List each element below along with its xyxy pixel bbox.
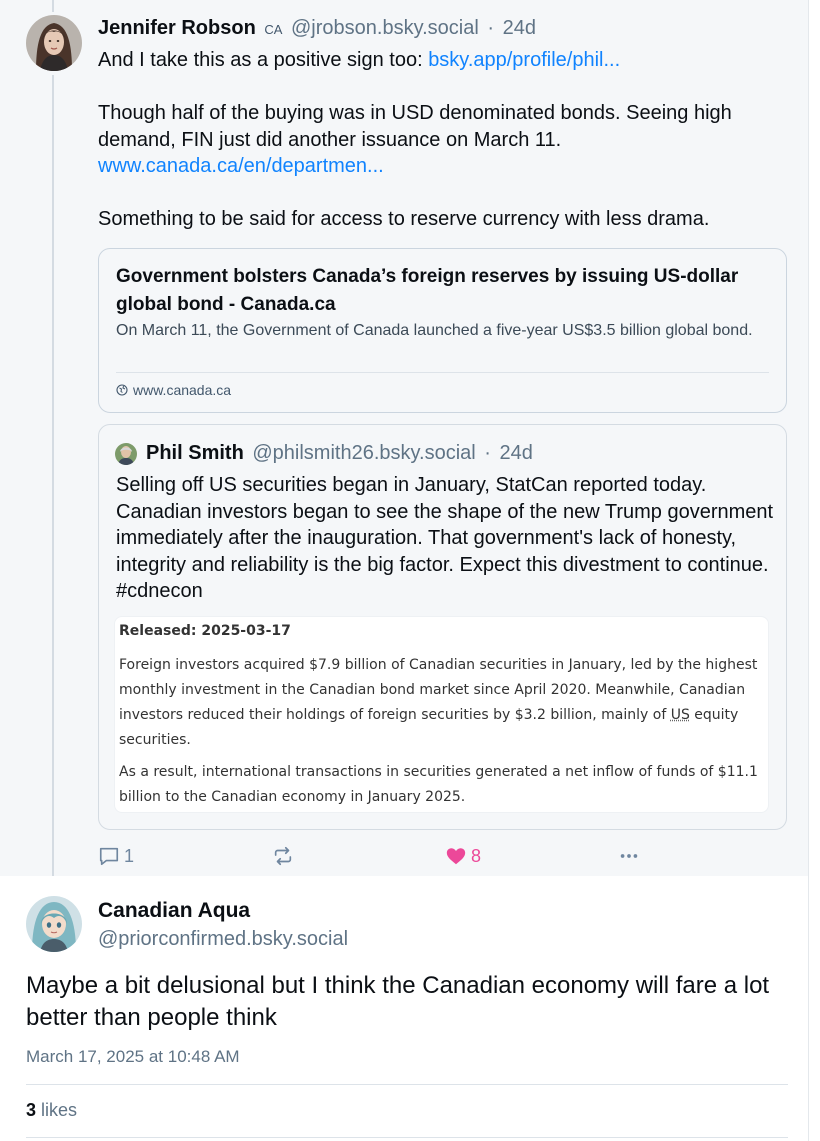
- post-timestamp: March 17, 2025 at 10:48 AM: [26, 1047, 240, 1066]
- post-age[interactable]: 24d: [502, 17, 536, 39]
- ellipsis-icon: [618, 845, 640, 867]
- divider: [26, 1084, 788, 1085]
- header-dot: ·: [484, 442, 491, 464]
- thread-line-top: [52, 0, 54, 12]
- release-text-part-1: Foreign investors acquired $7.9 billion of Canadian securities in January, led by the highest monthly investment in the Canadian bond market since April 2020. Meanwhile, Canadian investors reduced their holdings of foreign securities by $3.2 billion, mainly of: [119, 657, 758, 723]
- reply-count: 1: [124, 845, 135, 866]
- link-card-domain: www.canada.ca: [133, 382, 232, 398]
- likes-count: 3: [26, 1100, 37, 1120]
- repost-icon: [272, 845, 294, 867]
- repost-button[interactable]: [272, 842, 298, 870]
- link-card-divider: [116, 372, 769, 373]
- author-flag: CA: [264, 22, 283, 37]
- post-paragraph-3: Something to be said for access to reserve currency with less drama.: [98, 208, 710, 230]
- paragraph-gap: [98, 180, 788, 207]
- quote-image[interactable]: [114, 616, 769, 813]
- avatar-image: [115, 443, 137, 465]
- more-options-button[interactable]: [618, 842, 640, 870]
- focused-author-avatar[interactable]: [26, 896, 82, 952]
- post-link-2[interactable]: www.canada.ca/en/departmen...: [98, 155, 384, 177]
- post-link-1[interactable]: bsky.app/profile/phil...: [428, 49, 621, 71]
- link-card-description: On March 11, the Government of Canada launched a five-year US$3.5 billion global bond.: [116, 322, 753, 339]
- quote-header: [146, 442, 533, 465]
- post-actions: [98, 842, 658, 870]
- author-avatar[interactable]: [26, 15, 82, 71]
- link-card-title: Government bolsters Canada’s foreign reserves by issuing US-dollar global bond - Canada.ca: [116, 266, 739, 315]
- author-name[interactable]: Jennifer Robson: [98, 17, 256, 39]
- quote-author-handle[interactable]: @philsmith26.bsky.social: [252, 442, 476, 464]
- focused-author-handle[interactable]: @priorconfirmed.bsky.social: [98, 928, 349, 950]
- quote-age: 24d: [499, 442, 533, 464]
- focused-post-text: Maybe a bit delusional but I think the Canadian economy will fare a lot better than people think: [26, 972, 770, 1031]
- thread-line: [52, 75, 54, 876]
- reply-icon: [98, 845, 120, 867]
- post-paragraph-1: [98, 47, 788, 74]
- likes-label: likes: [36, 1100, 78, 1120]
- release-text-part-2: equity securities.: [119, 707, 739, 748]
- reply-button[interactable]: [98, 842, 134, 870]
- like-button[interactable]: [445, 842, 481, 870]
- post-line-1: And I take this as a positive sign too:: [98, 49, 429, 71]
- header-dot: ·: [487, 17, 495, 39]
- post-paragraph-2: [98, 100, 788, 180]
- heart-icon: [445, 845, 467, 867]
- like-count: 8: [471, 845, 482, 866]
- divider: [26, 1137, 788, 1138]
- author-handle[interactable]: @jrobson.bsky.social: [290, 17, 479, 39]
- link-card-domain-row: [116, 382, 231, 398]
- paragraph-gap: [98, 74, 788, 101]
- release-abbr: US: [670, 707, 690, 723]
- quote-author-name[interactable]: Phil Smith: [146, 442, 244, 464]
- quote-post[interactable]: [98, 424, 787, 830]
- quote-author-avatar[interactable]: [115, 443, 137, 465]
- focused-author-name[interactable]: Canadian Aqua: [98, 899, 251, 922]
- avatar-image: [26, 15, 82, 71]
- link-card[interactable]: [98, 248, 787, 413]
- post-header: [98, 17, 536, 40]
- release-paragraph-2: As a result, international transactions in securities generated a net inflow of funds of $11.1 billion to the Canadian economy in January 2025.: [119, 764, 758, 805]
- globe-icon: [116, 384, 128, 396]
- release-paragraph-1: [119, 653, 764, 753]
- post-text: [98, 47, 788, 233]
- release-title: Released: 2025-03-17: [119, 623, 291, 639]
- avatar-image: [26, 896, 82, 952]
- quote-text: Selling off US securities began in January, StatCan reported today. Canadian investors began to see the shape of the new Trump government immediately after the inauguration. That government's lack of honesty, integrity and reliability is the big factor. Expect this divestment to continue. #cdnecon: [116, 474, 774, 602]
- likes-link[interactable]: [26, 1100, 77, 1121]
- post-line-2: Though half of the buying was in USD denominated bonds. Seeing high demand, FIN just did another issuance on March 11.: [98, 102, 732, 151]
